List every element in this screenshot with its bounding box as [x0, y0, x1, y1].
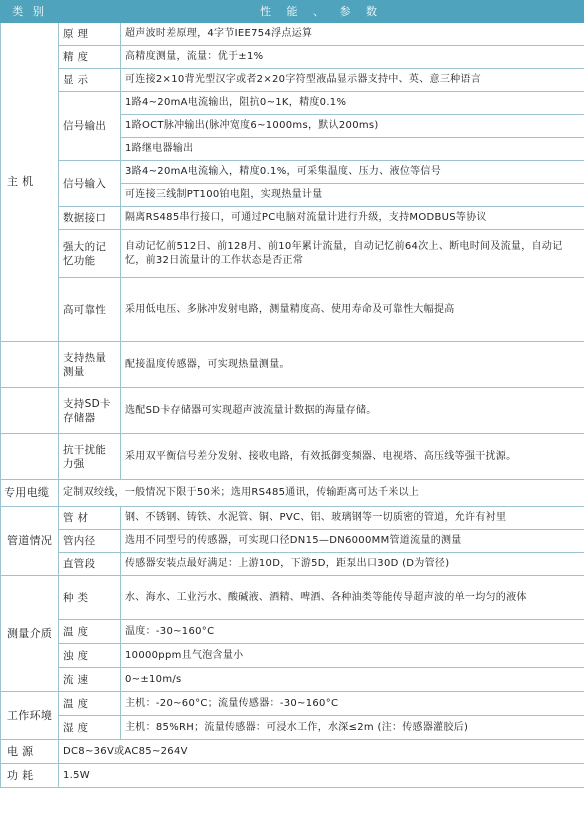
param-value: 1路4~20mA电流输出，阻抗0~1K，精度0.1%: [121, 92, 584, 115]
param-value: 10000ppm且气泡含量小: [121, 644, 584, 668]
param-value: 可连接2×10背光型汉字或者2×20字符型液晶显示器支持中、英、意三种语言: [121, 69, 584, 92]
param-name: 流 速: [59, 668, 121, 692]
category-power: 电 源: [1, 740, 59, 764]
param-name: 支持SD卡存储器: [59, 388, 121, 434]
param-value: 高精度测量，流量：优于±1%: [121, 46, 584, 69]
param-name: 种 类: [59, 576, 121, 620]
table-row: [1, 480, 584, 507]
table-row: [1, 161, 584, 184]
param-name: 原 理: [59, 23, 121, 46]
param-value: DC8~36V或AC85~264V: [59, 740, 584, 764]
table-row: [1, 644, 584, 668]
param-value: 自动记忆前512日、前128月、前10年累计流量，自动记忆前64次上、断电时间及流量，自动记忆，前32日流量计的工作状态是否正常: [121, 230, 584, 278]
param-value: 配接温度传感器，可实现热量测量。: [121, 342, 584, 388]
param-name: 湿 度: [59, 716, 121, 740]
category-host: 主 机: [1, 23, 59, 342]
table-row: [1, 46, 584, 69]
param-name: 浊 度: [59, 644, 121, 668]
table-header: [1, 1, 584, 23]
table-row: [1, 576, 584, 620]
table-row: [1, 716, 584, 740]
category-pipe: 管道情况: [1, 507, 59, 576]
header-category: 类 别: [1, 1, 59, 23]
param-value: 1.5W: [59, 764, 584, 788]
table-row: [1, 207, 584, 230]
table-row: [1, 388, 584, 434]
param-name: 支持热量测量: [59, 342, 121, 388]
param-value: 隔离RS485串行接口，可通过PC电脑对流量计进行升级，支持MODBUS等协议: [121, 207, 584, 230]
table-row: [1, 434, 584, 480]
table-row: [1, 92, 584, 115]
table-row: [1, 530, 584, 553]
param-name: 信号输出: [59, 92, 121, 161]
table-row: [1, 69, 584, 92]
param-name: 信号输入: [59, 161, 121, 207]
param-name: 温 度: [59, 692, 121, 716]
category-consumption: 功 耗: [1, 764, 59, 788]
param-name: 直管段: [59, 553, 121, 576]
header-params: 性 能 、 参 数: [59, 1, 584, 23]
category-medium: 测量介质: [1, 576, 59, 692]
table-row: [1, 764, 584, 788]
param-name: 高可靠性: [59, 278, 121, 342]
param-name: 显 示: [59, 69, 121, 92]
param-value: 采用双平衡信号差分发射、接收电路，有效抵御变频器、电视塔、高压线等强干扰源。: [121, 434, 584, 480]
param-value: 主机：-20~60°C；流量传感器：-30~160°C: [121, 692, 584, 716]
table-row: [1, 23, 584, 46]
table-row: [1, 620, 584, 644]
param-value: 0~±10m/s: [121, 668, 584, 692]
param-value: 温度：-30~160°C: [121, 620, 584, 644]
table-row: [1, 278, 584, 342]
param-name: 抗干扰能力强: [59, 434, 121, 480]
param-name: 温 度: [59, 620, 121, 644]
table-row: [1, 553, 584, 576]
param-value: 可连接三线制PT100铂电阻，实现热量计量: [121, 184, 584, 207]
param-value: 3路4~20mA电流输入，精度0.1%，可采集温度、压力、液位等信号: [121, 161, 584, 184]
category-env: 工作环境: [1, 692, 59, 740]
param-value: 选配SD卡存储器可实现超声波流量计数据的海量存储。: [121, 388, 584, 434]
param-value: 1路OCT脉冲输出(脉冲宽度6~1000ms，默认200ms): [121, 115, 584, 138]
table-row: [1, 668, 584, 692]
param-value: 超声波时差原理，4字节IEE754浮点运算: [121, 23, 584, 46]
table-row: [1, 230, 584, 278]
param-value: 传感器安装点最好满足：上游10D，下游5D，距泵出口30D (D为管径): [121, 553, 584, 576]
param-value: 定制双绞线，一般情况下限于50米；选用RS485通讯，传输距离可达千米以上: [59, 480, 584, 507]
table-row: [1, 740, 584, 764]
param-name: 管 材: [59, 507, 121, 530]
table-row: [1, 507, 584, 530]
param-value: 1路继电器输出: [121, 138, 584, 161]
table-row: [1, 342, 584, 388]
param-value: 水、海水、工业污水、酸碱液、酒精、啤酒、各种油类等能传导超声波的单一均匀的液体: [121, 576, 584, 620]
param-name: 数据接口: [59, 207, 121, 230]
param-value: 采用低电压、多脉冲发射电路，测量精度高、使用寿命及可靠性大幅提高: [121, 278, 584, 342]
param-value: 选用不同型号的传感器，可实现口径DN15—DN6000MM管道流量的测量: [121, 530, 584, 553]
param-name: 强大的记忆功能: [59, 230, 121, 278]
param-value: 钢、不锈钢、铸铁、水泥管、铜、PVC、铝、玻璃钢等一切质密的管道，允许有衬里: [121, 507, 584, 530]
param-name: 精 度: [59, 46, 121, 69]
table-row: [1, 692, 584, 716]
param-value: 主机：85%RH；流量传感器：可浸水工作，水深≤2m (注：传感器灌胶后): [121, 716, 584, 740]
param-name: 管内径: [59, 530, 121, 553]
category-cable: 专用电缆: [1, 480, 59, 507]
